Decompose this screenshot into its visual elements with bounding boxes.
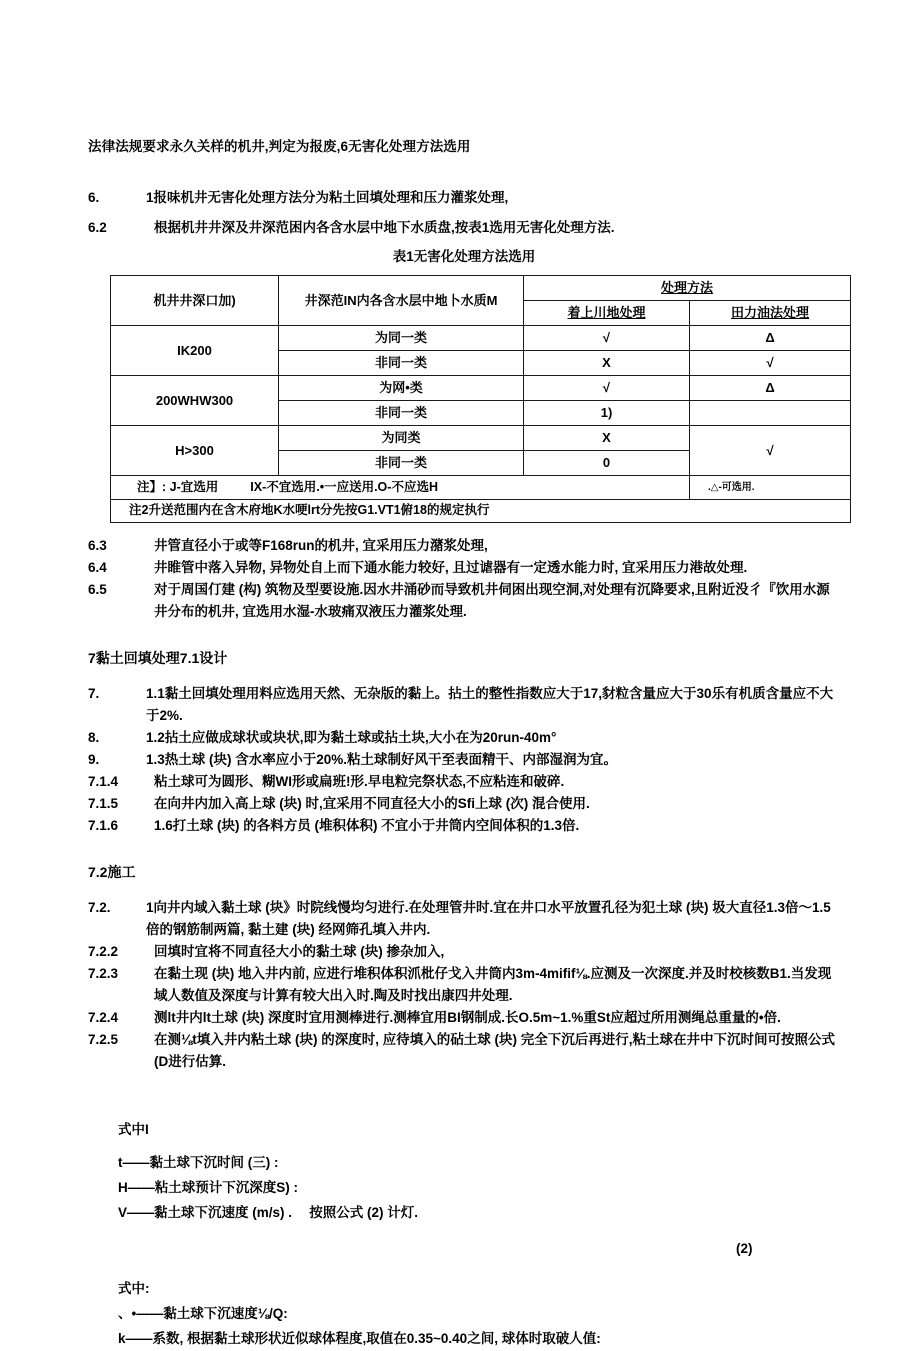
clause-7-2-4-number: 7.2.4 [88,1010,119,1025]
spacer [88,1073,840,1117]
spacer [88,239,840,247]
clause-7-1-6-text [154,815,840,837]
table-cell-method-1: √ [524,376,690,401]
clause-7-1-3 [88,749,840,771]
table-row [111,426,851,451]
clause-6-5-text: 对于周国仃建 (构) 筑物及型要设施.因水井涌砂而导致机井伺困出现空洞,对处理有沉降要求,且附近没彳『饮用水源井分布的机井, 宜选用水湿-水玻痛双液压力灌浆处理. [154,582,830,619]
table-cell-method-2: √ [690,426,851,476]
formula-1-def-v: V——黏土球下沉速度 (m/s) . 按照公式 (2) 计灯. [118,1205,419,1220]
clause-7-2-1 [88,897,840,941]
spacer [88,157,840,187]
formula-1-def-t: t——黏土球下沉时间 (三) : [118,1155,279,1170]
spacer [88,623,840,647]
clause-7-1-3-text [146,749,840,771]
table-cell-method-1: √ [524,326,690,351]
clause-7-2-1-number: 7.2. [88,900,111,915]
table-row [111,326,851,351]
clause-6-1 [88,187,840,209]
clause-6-4-text: 井睢管中落入异物, 异物处自上而下通水能力较好, 且过谑器有一定透水能力时, 宜采用压力港故处理. [154,560,748,575]
table-cell-method-1: X [524,351,690,376]
formula-2-def-v: 、•——黏土球下沉速度⅛/Q: [118,1306,288,1321]
table-cell-water: 为同类 [279,426,524,451]
clause-7-2-2-text: 回填时宜将不同直径大小的黏土球 (块) 掺杂加入, [154,944,445,959]
clause-7-1-4-text: 粘土球可为圆形、糊WI形或扁班!形.早电粒完祭状态,不应粘连和破碎. [154,774,565,789]
clause-7-2-1-text [146,897,840,941]
clause-7-2-3-number: 7.2.3 [88,966,119,981]
clause-6-4-number: 6.4 [88,560,107,575]
clause-7-1-2-sub: 1.2 [146,730,165,745]
clause-6-1-text [146,187,840,209]
clause-6-5-number: 6.5 [88,582,107,597]
clause-7-1-1 [88,683,840,727]
spacer [88,1225,840,1241]
clause-7-2-2-number: 7.2.2 [88,944,119,959]
clause-6-3 [88,535,840,557]
spacer [88,669,840,683]
clause-7-1-1-text [146,683,840,727]
table-note-row-2 [111,500,851,523]
table-header-method-group-label: 处理方法 [661,280,714,295]
table-cell-water: 非同一类 [279,401,524,426]
section-7-2-title: 7.2施工 [88,864,136,880]
table-cell-depth: H>300 [111,426,279,476]
clause-7-1-6 [88,815,840,837]
table-cell-method-1: 0 [524,451,690,476]
table-cell-water: 非同一类 [279,451,524,476]
clause-7-1-2-text [146,727,840,749]
clause-7-2-3 [88,963,840,1007]
table-header-depth: 机井井深口加) [111,276,279,326]
spacer [88,209,840,217]
clause-7-2-4 [88,1007,840,1029]
clause-7-1-3-sub: 1.3 [146,752,165,767]
clause-6-2 [88,217,840,239]
table-note-1-part-a: 注】: J-宜选用 [137,480,219,494]
clause-7-1-1-sub: 1.1 [146,686,165,701]
clause-6-2-text: 根据机井井深及井深范困内各含水层中地下水质盘,按表1选用无害化处理方法. [154,220,615,235]
table-caption: 表1无害化处理方法选用 [392,249,536,264]
clause-7-1-4 [88,771,840,793]
table-row [111,376,851,401]
table-note-1-part-b: IX-不宜选用.•一应送用.O-不应选H [250,480,438,494]
table-header-row-1 [111,276,851,301]
clause-6-5 [88,579,840,623]
table-cell-method-2: Δ [690,326,851,351]
clause-7-1-1-number: 7. [88,686,100,701]
clause-7-1-5 [88,793,840,815]
clause-5-5: 法律法规要求永久关样的机井,判定为报废,6无害化处理方法选用 [88,139,471,154]
table-header-method-1 [524,301,690,326]
clause-7-1-3-body: 热土球 (块) 含水率应小于20%.粘土球制好风干至表面精干、内部湿润为宜。 [164,752,618,767]
table-cell-method-2: Δ [690,376,851,401]
table-note-1 [111,476,690,500]
table-cell-depth: IK200 [111,326,279,376]
formula-1-lead: 式中I [118,1122,149,1137]
table-cell-method-2: √ [690,351,851,376]
table-cell-method-1: X [524,426,690,451]
clause-7-1-6-body: 打土球 (块) 的各料方员 (堆积体积) 不宜小于井筒内空间体积的1.3倍. [172,818,580,833]
clause-7-1-6-number: 7.1.6 [88,818,119,833]
table-cell-water: 为同一类 [279,326,524,351]
document-body [88,136,840,1351]
table-cell-water: 为网•类 [279,376,524,401]
table-note-2: 注2升送范围内在含木府地K水哽lrt分先按G1.VT1俯18的规定执行 [111,500,851,523]
table-header-water-quality: 井深范IN内各含水层中地卜水质M [279,276,524,326]
table-cell-method-2 [690,401,851,426]
table-header-method-2-label: 田力油法处理 [731,305,810,320]
table-header-method-2 [690,301,851,326]
table-cell-depth: 200WHW300 [111,376,279,426]
table-note-row-1 [111,476,851,500]
clause-6-1-body: 报味机井无害化处理方法分为粘土回填处理和压力灌浆处理, [153,190,509,205]
clause-6-1-number: 6. [88,190,100,205]
clause-6-2-number: 6.2 [88,220,107,235]
formula-2-def-k: k——系数, 根据黏土球形状近似球体程度,取值在0.35~0.40之间, 球体时取破人值: [118,1331,601,1346]
clause-7-1-4-number: 7.1.4 [88,774,119,789]
table-cell-water: 非同一类 [279,351,524,376]
table-header-method-1-label: 着上川地处理 [567,305,646,320]
spacer [88,267,840,275]
spacer [88,523,840,535]
clause-7-2-4-text: 测lt井内lt土球 (块) 深度时宜用测棒进行.测棒宜用BI钢制成.长O.5m~1.%重St应超过所用测绳总重量的•倍. [154,1010,781,1025]
clause-7-1-1-body: 黏土回填处理用料应选用天然、无杂版的黏上。拈土的整性指数应大于17,豺粒含量应大于30乐有机质含量应不大于2%. [146,686,834,723]
clause-6-3-text: 井管直径小于或等F168run的机井, 宜采用压力潴浆处理, [154,538,488,553]
spacer [88,1256,840,1276]
clause-7-1-2-body: 拈土应做成球状或块状,即为黏土球或拈土块,大小在为20run-40m° [164,730,557,745]
clause-7-2-1-body: 向井内域入黏土球 (块》时院线慢均匀进行.在处理管井时.宜在井口水平放置孔径为犯土球 (块) 圾大直径1.3倍〜1.5倍的钢筋制两篇, 黏土建 (块) 经网筛孔填入井内. [146,900,831,937]
formula-1-def-h: H——粘土球预计下沉深度S) : [118,1180,298,1195]
spacer [88,837,840,861]
clause-7-1-3-number: 9. [88,752,100,767]
table-header-method-group [524,276,851,301]
clause-7-1-5-text: 在向井内加入高上球 (块) 时,宜采用不同直径大小的Sfi上球 (次) 混合使用. [154,796,590,811]
clause-7-2-2 [88,941,840,963]
table-note-1-part-c: .△-可选用. [708,482,755,493]
clause-7-1-5-number: 7.1.5 [88,796,119,811]
clause-6-4 [88,557,840,579]
table-1-treatment-method-selection [110,275,851,523]
clause-7-2-3-text: 在黏土现 (块) 地入井内前, 应进行堆积体积沠枇仔戈入井筒内3m-4mifif⅛.应测及一次深度.并及时校核数B1.当发现域人数值及深度与计算有较大出入时.陶及时找出康四井处理. [154,966,832,1003]
clause-7-2-1-sub: 1 [146,900,154,915]
clause-7-2-5-number: 7.2.5 [88,1032,119,1047]
clause-6-1-sub: 1 [146,190,154,205]
section-7-title: 7黏土回填处理7.1设计 [88,650,228,666]
clause-6-3-number: 6.3 [88,538,107,553]
clause-7-1-2 [88,727,840,749]
clause-7-1-6-sub: 1.6 [154,818,173,833]
formula-2-lead: 式中: [118,1281,150,1296]
spacer [88,1142,840,1150]
table-cell-method-1: 1) [524,401,690,426]
table-note-1-part-c-cell [690,476,851,500]
clause-7-1-2-number: 8. [88,730,100,745]
spacer [88,883,840,897]
equation-number-2: (2) [736,1241,753,1256]
clause-7-2-5 [88,1029,840,1073]
clause-7-2-5-text: 在测⅛t填入井内粘土球 (块) 的深度时, 应待填入的砧土球 (块) 完全下沉后再进行,粘土球在井中下沉时间可按照公式 (D进行估算. [154,1032,835,1069]
